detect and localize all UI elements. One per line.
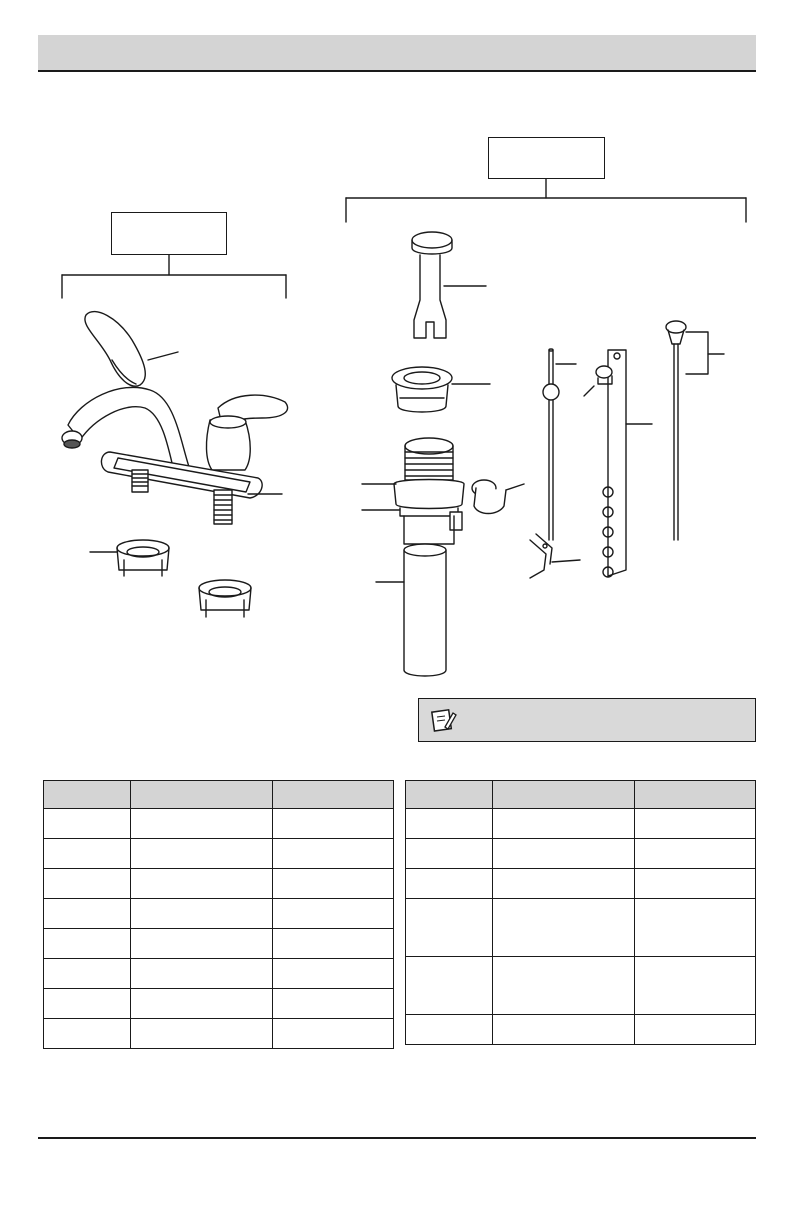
table-cell bbox=[635, 957, 756, 1015]
table-cell bbox=[44, 959, 131, 989]
table-cell bbox=[493, 839, 635, 869]
table-cell bbox=[493, 869, 635, 899]
table-cell bbox=[44, 839, 131, 869]
table-cell bbox=[131, 899, 273, 929]
table-header-cell bbox=[406, 781, 493, 809]
table-cell bbox=[273, 929, 394, 959]
note-box bbox=[418, 698, 756, 742]
table-cell bbox=[406, 1015, 493, 1045]
table-cell bbox=[273, 899, 394, 929]
parts-table-left bbox=[43, 780, 394, 1049]
table-row bbox=[44, 809, 394, 839]
table-cell bbox=[406, 899, 493, 957]
table-row bbox=[44, 869, 394, 899]
faucet-illustration bbox=[62, 312, 288, 524]
table-row bbox=[406, 1015, 756, 1045]
table-cell bbox=[44, 809, 131, 839]
table-cell bbox=[44, 929, 131, 959]
popup-stopper bbox=[412, 232, 486, 338]
spring-clip bbox=[530, 534, 580, 578]
table-row bbox=[44, 1019, 394, 1049]
table-cell bbox=[635, 1015, 756, 1045]
faucet-group-label-box bbox=[111, 212, 227, 255]
table-cell bbox=[273, 839, 394, 869]
faucet-shank-right bbox=[214, 490, 232, 524]
table-row bbox=[406, 809, 756, 839]
table-cell bbox=[406, 869, 493, 899]
table-cell bbox=[635, 839, 756, 869]
table-cell bbox=[131, 989, 273, 1019]
table-row bbox=[44, 839, 394, 869]
table-cell bbox=[131, 839, 273, 869]
table-cell bbox=[131, 959, 273, 989]
drain-flange bbox=[392, 367, 490, 412]
pivot-rod bbox=[543, 349, 576, 540]
table-cell bbox=[493, 809, 635, 839]
table-cell bbox=[273, 989, 394, 1019]
table-cell bbox=[131, 1019, 273, 1049]
table-header-row bbox=[406, 781, 756, 809]
table-header-row bbox=[44, 781, 394, 809]
table-cell bbox=[406, 809, 493, 839]
table-cell bbox=[406, 839, 493, 869]
table-cell bbox=[493, 1015, 635, 1045]
table-cell bbox=[635, 869, 756, 899]
table-row bbox=[44, 989, 394, 1019]
table-cell bbox=[131, 929, 273, 959]
table-cell bbox=[635, 899, 756, 957]
faucet-group-bracket bbox=[62, 255, 286, 298]
table-header-cell bbox=[635, 781, 756, 809]
table-header-cell bbox=[44, 781, 131, 809]
table-cell bbox=[635, 809, 756, 839]
table-row bbox=[406, 957, 756, 1015]
table-cell bbox=[406, 957, 493, 1015]
drain-group-bracket bbox=[346, 179, 746, 222]
table-cell bbox=[44, 1019, 131, 1049]
table-row bbox=[44, 959, 394, 989]
drain-body bbox=[362, 438, 464, 676]
lift-rod bbox=[666, 321, 724, 540]
table-cell bbox=[44, 989, 131, 1019]
table-cell bbox=[273, 1019, 394, 1049]
table-cell bbox=[131, 869, 273, 899]
table-cell bbox=[44, 869, 131, 899]
mounting-nut-2 bbox=[199, 580, 251, 617]
table-header-cell bbox=[493, 781, 635, 809]
footer-rule bbox=[38, 1137, 756, 1139]
table-header-cell bbox=[273, 781, 394, 809]
table-header-cell bbox=[131, 781, 273, 809]
table-row bbox=[44, 929, 394, 959]
parts-table-right bbox=[405, 780, 756, 1045]
table-cell bbox=[44, 899, 131, 929]
pivot-nut bbox=[472, 480, 524, 514]
table-row bbox=[406, 839, 756, 869]
note-pencil-icon bbox=[431, 707, 457, 733]
table-cell bbox=[273, 959, 394, 989]
table-cell bbox=[273, 809, 394, 839]
table-cell bbox=[273, 869, 394, 899]
table-cell bbox=[493, 957, 635, 1015]
table-row bbox=[406, 869, 756, 899]
extension-strap bbox=[584, 350, 652, 577]
table-row bbox=[44, 899, 394, 929]
drain-group-label-box bbox=[488, 137, 605, 179]
table-row bbox=[406, 899, 756, 957]
mounting-nut-1 bbox=[90, 540, 169, 576]
table-cell bbox=[493, 899, 635, 957]
table-cell bbox=[131, 809, 273, 839]
faucet-shank-left bbox=[132, 470, 148, 492]
